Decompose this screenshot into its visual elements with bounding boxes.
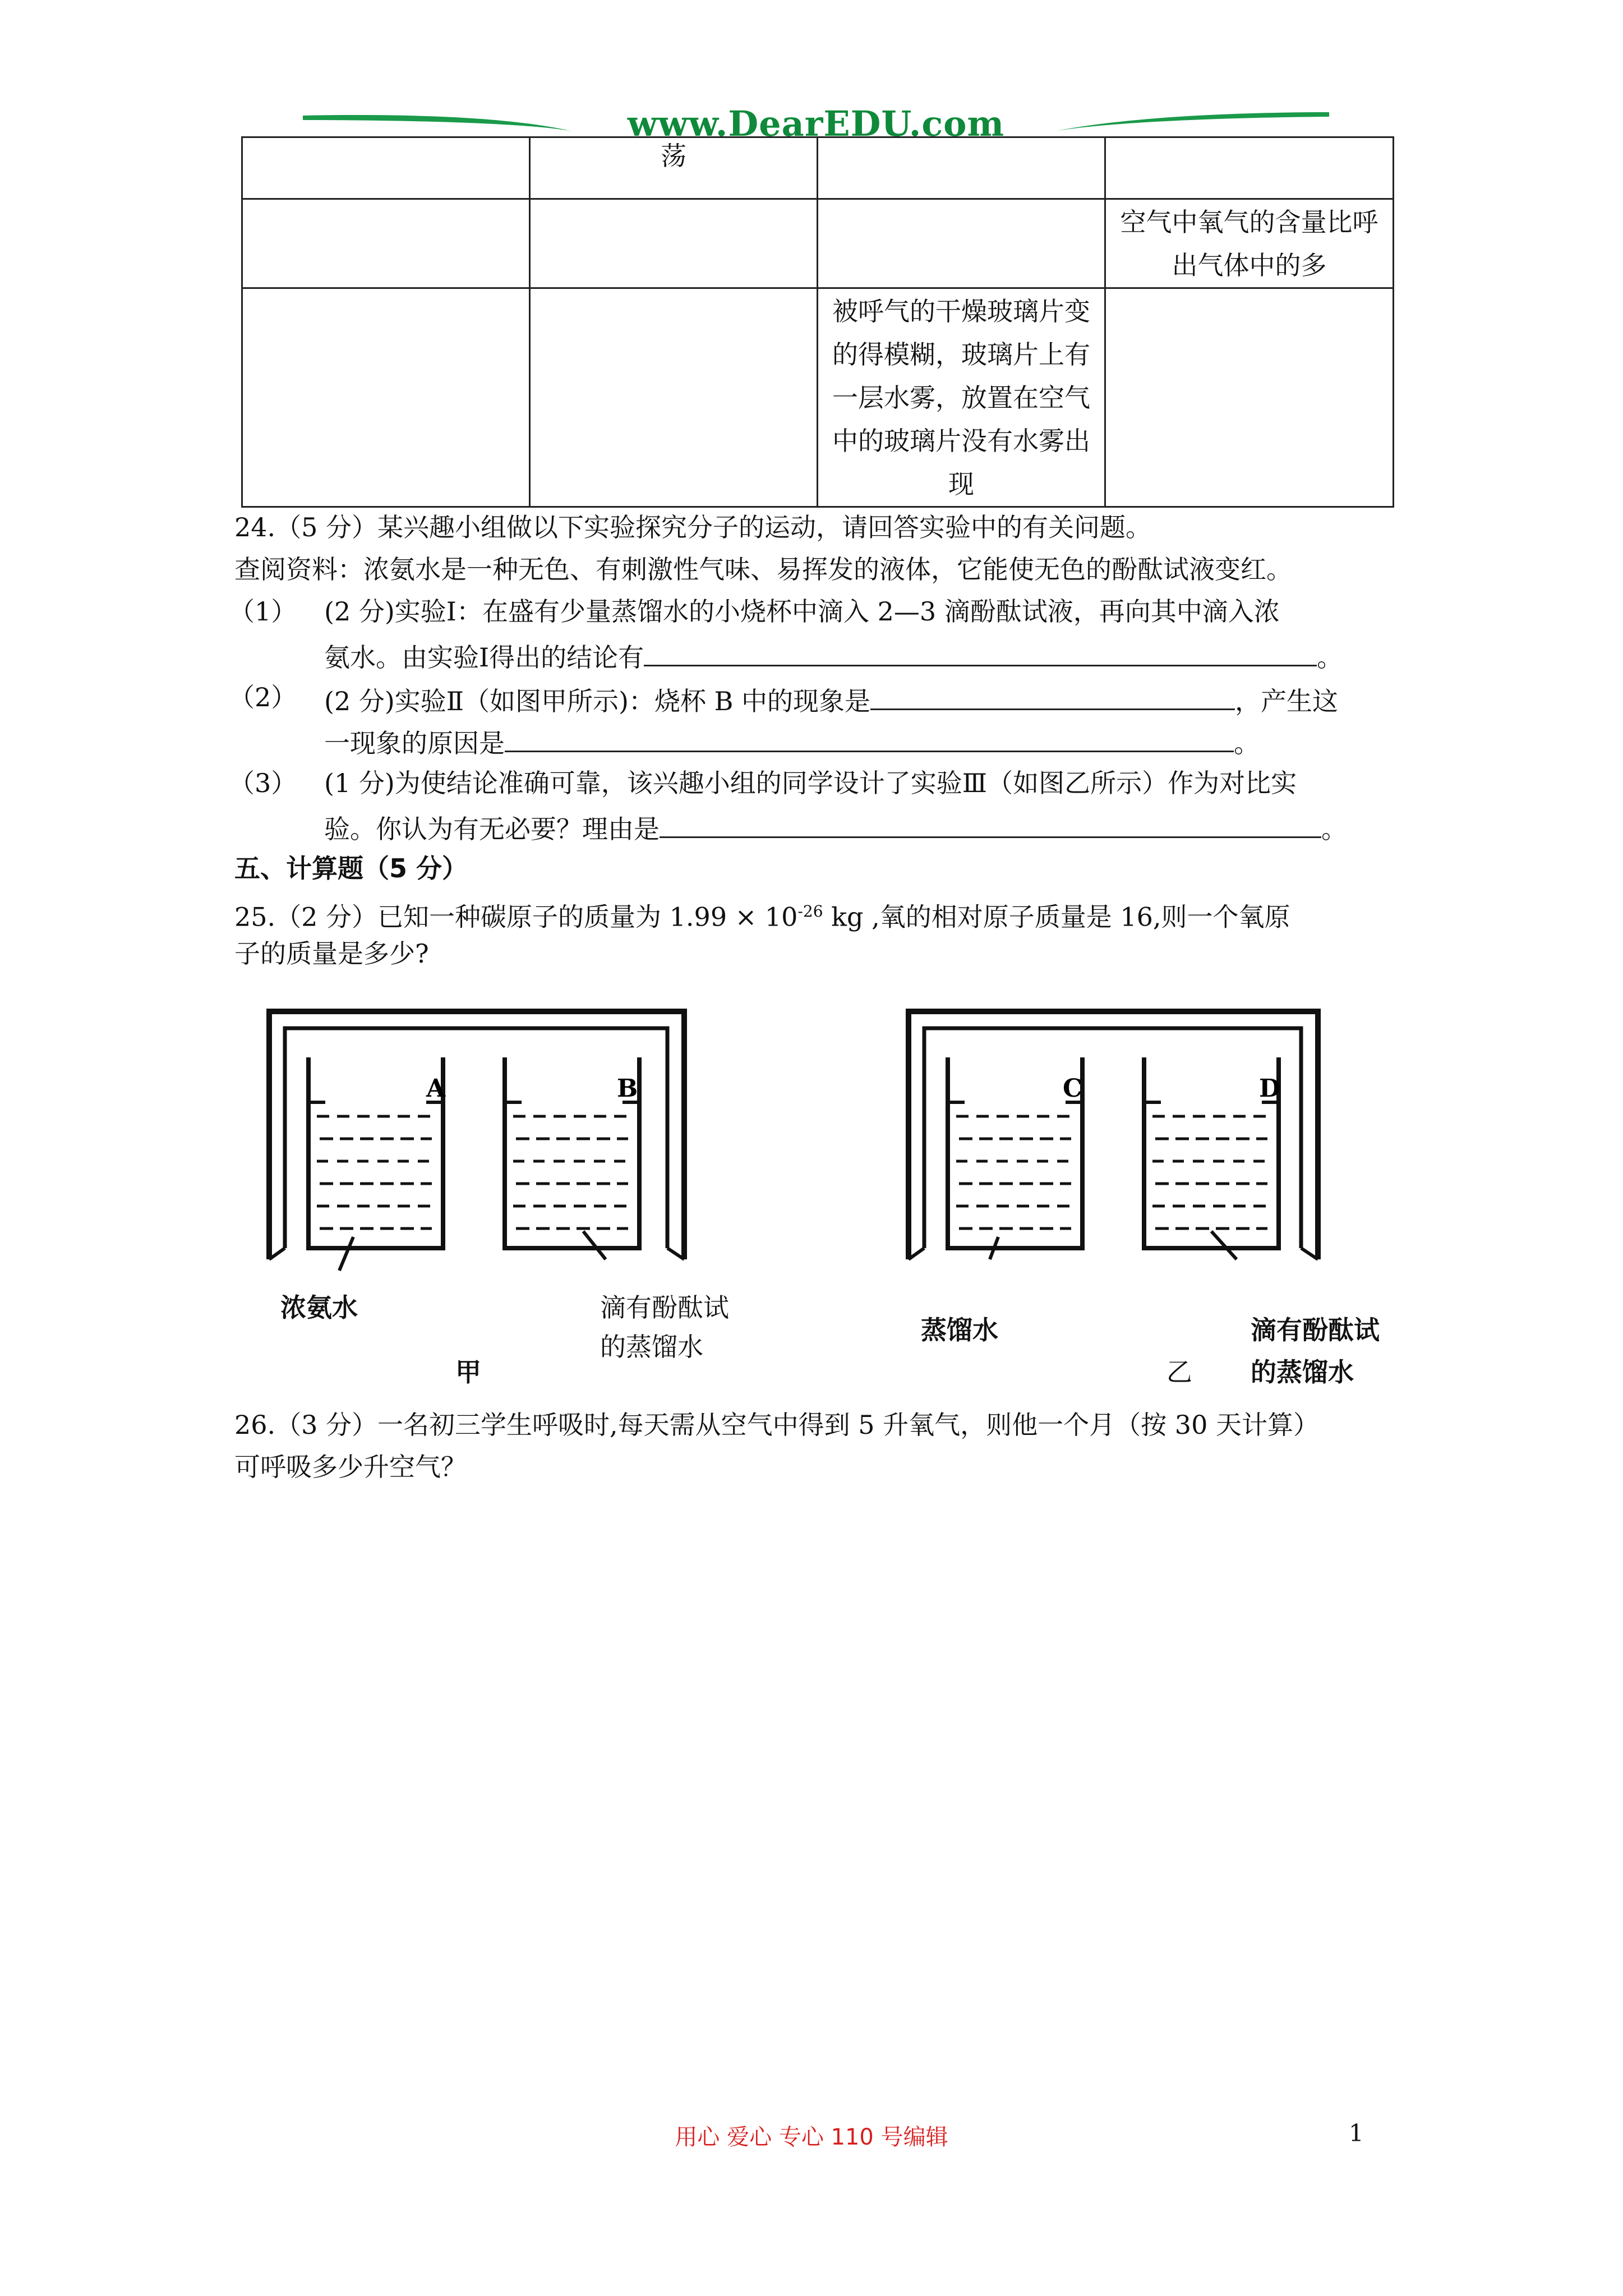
table-cell — [1105, 288, 1394, 507]
table-cell — [242, 137, 530, 199]
q24-part2-continue: ，产生这 — [1235, 686, 1339, 716]
label-phenolphthalein-water-l1: 滴有酚酞试 — [600, 1292, 729, 1323]
table-row — [242, 199, 1394, 288]
q25-text: 25.（2 分）已知一种碳原子的质量为 1.99 × 10 — [234, 901, 798, 932]
beaker-b-label: B — [617, 1074, 638, 1103]
figure-caption-jia: 甲 — [455, 1357, 481, 1387]
q24-part2-line1 — [324, 680, 1338, 718]
label-concentrated-ammonia: 浓氨水 — [280, 1292, 358, 1323]
q25-line1 — [234, 895, 1290, 933]
table-cell — [242, 199, 530, 288]
beaker-c-label: C — [1063, 1074, 1083, 1103]
q26-line2: 可呼吸多少升空气？ — [234, 1452, 467, 1482]
q24-title: 24.（5 分）某兴趣小组做以下实验探究分子的运动，请回答实验中的有关问题。 — [234, 512, 1152, 542]
q24-part2-prompt: (2 分)实验Ⅱ（如图甲所示)：烧杯 B 中的现象是 — [324, 686, 871, 716]
period: 。 — [1234, 728, 1260, 758]
table-cell — [530, 288, 818, 507]
table-cell: 被呼气的干燥玻璃片变的得模糊，玻璃片上有一层水雾，放置在空气中的玻璃片没有水雾出现 — [818, 288, 1105, 507]
table-cell: 荡 — [530, 137, 818, 199]
beaker-d — [1144, 1057, 1280, 1248]
answer-blank-1[interactable] — [644, 637, 1317, 666]
label-distilled-water: 蒸馏水 — [921, 1315, 998, 1345]
figure-yi-apparatus — [875, 996, 1380, 1276]
beaker-d-label: D — [1259, 1074, 1281, 1103]
page-number: 1 — [1349, 2119, 1364, 2147]
q25-text-cont: kg ,氧的相对原子质量是 16,则一个氧原 — [823, 901, 1290, 932]
q24-part1-line2 — [324, 637, 1343, 674]
answer-blank-2[interactable] — [870, 680, 1235, 710]
q24-part3-prompt: 验。你认为有无必要？理由是 — [324, 814, 660, 844]
q24-part3-line1: (1 分)为使结论准确可靠，该兴趣小组的同学设计了实验Ⅲ（如图乙所示）作为对比实 — [324, 768, 1297, 798]
table-row — [242, 137, 1394, 199]
q24-part1-line1: (2 分)实验Ⅰ：在盛有少量蒸馏水的小烧杯中滴入 2—3 滴酚酞试液，再向其中滴入浓 — [324, 596, 1280, 627]
page-footer: 用心 爱心 专心 110 号编辑 — [675, 2124, 948, 2150]
answer-blank-4[interactable] — [660, 808, 1321, 838]
q24-part2-number: （2） — [229, 682, 297, 712]
q24-material: 查阅资料：浓氨水是一种无色、有刺激性气味、易挥发的液体，它能使无色的酚酞试液变红。 — [234, 554, 1292, 585]
table-cell — [242, 288, 530, 507]
table-cell — [530, 199, 818, 288]
q24-part1-prompt: 氨水。由实验Ⅰ得出的结论有 — [324, 642, 644, 673]
table-cell — [818, 137, 1105, 199]
experiment-table — [241, 136, 1394, 508]
beaker-b — [505, 1057, 639, 1248]
table-row — [242, 288, 1394, 507]
beaker-a-label: A — [426, 1074, 446, 1103]
period: 。 — [1317, 642, 1343, 673]
period: 。 — [1321, 814, 1347, 844]
table-cell — [1105, 137, 1394, 199]
site-url: www.DearEDU.com — [627, 103, 1005, 144]
q26-line1: 26.（3 分）一名初三学生呼吸时,每天需从空气中得到 5 升氧气，则他一个月（按 30 天计算） — [234, 1410, 1319, 1440]
table-cell: 空气中氧气的含量比呼出气体中的多 — [1105, 199, 1394, 288]
label-phenolphthalein-water-l2: 的蒸馏水 — [600, 1332, 703, 1362]
beaker-a — [308, 1057, 446, 1248]
q24-part2-line2 — [324, 723, 1260, 760]
q24-part3-number: （3） — [229, 768, 297, 798]
q25-exponent: -26 — [797, 902, 823, 921]
figure-jia-apparatus — [224, 996, 729, 1276]
answer-blank-3[interactable] — [505, 723, 1234, 752]
q25-line2: 子的质量是多少? — [234, 938, 429, 969]
beaker-c — [948, 1057, 1082, 1248]
q24-part2-reason-prompt: 一现象的原因是 — [324, 728, 505, 758]
label-phenolphthalein-water-l1: 滴有酚酞试 — [1251, 1315, 1380, 1345]
label-phenolphthalein-water-l2: 的蒸馏水 — [1251, 1357, 1354, 1387]
table-cell — [818, 199, 1105, 288]
q24-part3-line2 — [324, 808, 1347, 846]
figure-caption-yi: 乙 — [1166, 1357, 1192, 1387]
q24-part1-number: （1） — [229, 596, 297, 627]
section-heading: 五、计算题（5 分） — [234, 853, 468, 884]
